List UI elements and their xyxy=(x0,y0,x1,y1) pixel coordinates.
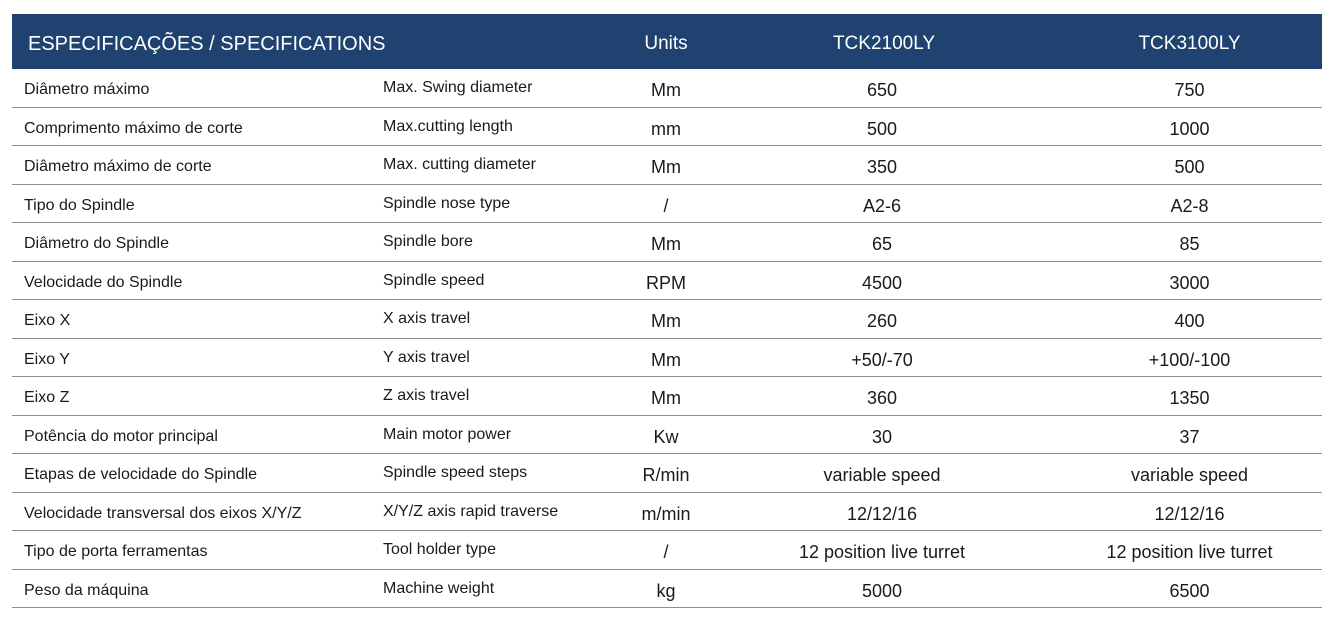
cell-portuguese: Eixo Z xyxy=(24,389,70,406)
cell-portuguese: Diâmetro do Spindle xyxy=(24,235,169,252)
cell-english: Max. Swing diameter xyxy=(383,79,533,96)
table-row xyxy=(12,493,1322,532)
cell-value-model-1: 65 xyxy=(871,234,893,254)
cell-value-model-2: 1350 xyxy=(1169,388,1210,408)
header-units: Units xyxy=(644,33,688,54)
cell-value-model-1: 30 xyxy=(871,426,893,447)
cell-value-model-2: 85 xyxy=(1179,234,1200,254)
cell-value-model-2: variable speed xyxy=(1130,465,1249,485)
cell-unit: RPM xyxy=(646,272,686,293)
cell-english: Main motor power xyxy=(383,425,512,443)
cell-value-model-1: A2-6 xyxy=(862,195,902,216)
specifications-table xyxy=(12,14,1322,608)
cell-portuguese: Peso da máquina xyxy=(24,581,149,599)
cell-value-model-2: 6500 xyxy=(1169,580,1210,601)
cell-value-model-2: 400 xyxy=(1174,311,1205,331)
cell-value-model-1: 500 xyxy=(866,118,898,139)
cell-unit: Mm xyxy=(651,311,681,331)
cell-english: Y axis travel xyxy=(383,348,470,366)
table-header xyxy=(12,14,1322,69)
cell-portuguese: Etapas de velocidade do Spindle xyxy=(24,466,258,483)
header-model-tck2100ly: TCK2100LY xyxy=(832,33,936,54)
cell-value-model-2: 12/12/16 xyxy=(1154,503,1225,524)
cell-portuguese: Velocidade transversal dos eixos X/Y/Z xyxy=(24,504,302,522)
cell-english: Spindle speed xyxy=(383,271,485,289)
cell-unit: Kw xyxy=(653,426,679,447)
cell-english: X axis travel xyxy=(383,310,471,327)
header-model-tck3100ly: TCK3100LY xyxy=(1138,33,1241,54)
cell-english: Z axis travel xyxy=(383,387,470,404)
cell-value-model-1: 12 position live turret xyxy=(798,542,966,562)
cell-unit: R/min xyxy=(642,465,690,485)
cell-portuguese: Tipo de porta ferramentas xyxy=(24,543,208,560)
table-row xyxy=(12,262,1322,301)
table-row xyxy=(12,223,1322,262)
table-row xyxy=(12,146,1322,185)
cell-value-model-1: 12/12/16 xyxy=(846,503,918,524)
cell-unit: mm xyxy=(651,118,681,139)
cell-english: Max. cutting diameter xyxy=(383,156,536,173)
cell-portuguese: Diâmetro máximo xyxy=(24,81,150,98)
cell-unit: / xyxy=(663,195,669,216)
cell-portuguese: Tipo do Spindle xyxy=(24,196,135,214)
table-row xyxy=(12,454,1322,493)
cell-english: Tool holder type xyxy=(383,541,496,558)
cell-unit: Mm xyxy=(651,157,681,177)
cell-unit: Mm xyxy=(651,349,681,370)
cell-unit: / xyxy=(663,542,669,562)
table-row xyxy=(12,339,1322,378)
cell-portuguese: Velocidade do Spindle xyxy=(24,273,183,291)
cell-portuguese: Comprimento máximo de corte xyxy=(24,119,243,137)
cell-english: Spindle speed steps xyxy=(383,464,528,481)
table-row xyxy=(12,570,1322,609)
table-row xyxy=(12,69,1322,108)
cell-english: Max.cutting length xyxy=(383,117,513,135)
cell-value-model-1: 5000 xyxy=(861,580,903,601)
cell-value-model-1: 260 xyxy=(866,311,898,331)
table-row xyxy=(12,416,1322,455)
cell-unit: Mm xyxy=(651,80,681,100)
cell-english: X/Y/Z axis rapid traverse xyxy=(383,502,559,520)
cell-value-model-2: 37 xyxy=(1179,426,1200,447)
cell-english: Spindle bore xyxy=(383,233,473,250)
table-row xyxy=(12,300,1322,339)
cell-value-model-2: 3000 xyxy=(1169,272,1210,293)
cell-english: Machine weight xyxy=(383,579,495,597)
cell-value-model-2: 12 position live turret xyxy=(1106,542,1273,562)
cell-unit: m/min xyxy=(641,503,691,524)
cell-value-model-2: 750 xyxy=(1174,80,1205,100)
cell-english: Spindle nose type xyxy=(383,194,511,212)
cell-value-model-1: variable speed xyxy=(823,465,941,485)
cell-unit: Mm xyxy=(651,234,681,254)
table-row xyxy=(12,108,1322,147)
cell-value-model-2: 500 xyxy=(1174,157,1205,177)
cell-portuguese: Potência do motor principal xyxy=(24,427,218,445)
cell-unit: kg xyxy=(656,580,676,601)
cell-value-model-2: A2-8 xyxy=(1170,195,1209,216)
cell-value-model-1: 650 xyxy=(866,80,898,100)
cell-portuguese: Diâmetro máximo de corte xyxy=(24,158,212,175)
cell-value-model-2: +100/-100 xyxy=(1148,349,1231,370)
table-row xyxy=(12,377,1322,416)
cell-value-model-2: 1000 xyxy=(1169,118,1210,139)
cell-value-model-1: +50/-70 xyxy=(851,349,913,370)
table-row xyxy=(12,531,1322,570)
header-title: ESPECIFICAÇÕES / SPECIFICATIONS xyxy=(28,33,386,55)
table-body xyxy=(12,69,1322,608)
table-row xyxy=(12,185,1322,224)
cell-value-model-1: 360 xyxy=(866,388,898,408)
cell-value-model-1: 350 xyxy=(866,157,898,177)
cell-portuguese: Eixo Y xyxy=(24,350,70,368)
cell-value-model-1: 4500 xyxy=(861,272,903,293)
cell-unit: Mm xyxy=(651,388,681,408)
cell-portuguese: Eixo X xyxy=(24,312,71,329)
